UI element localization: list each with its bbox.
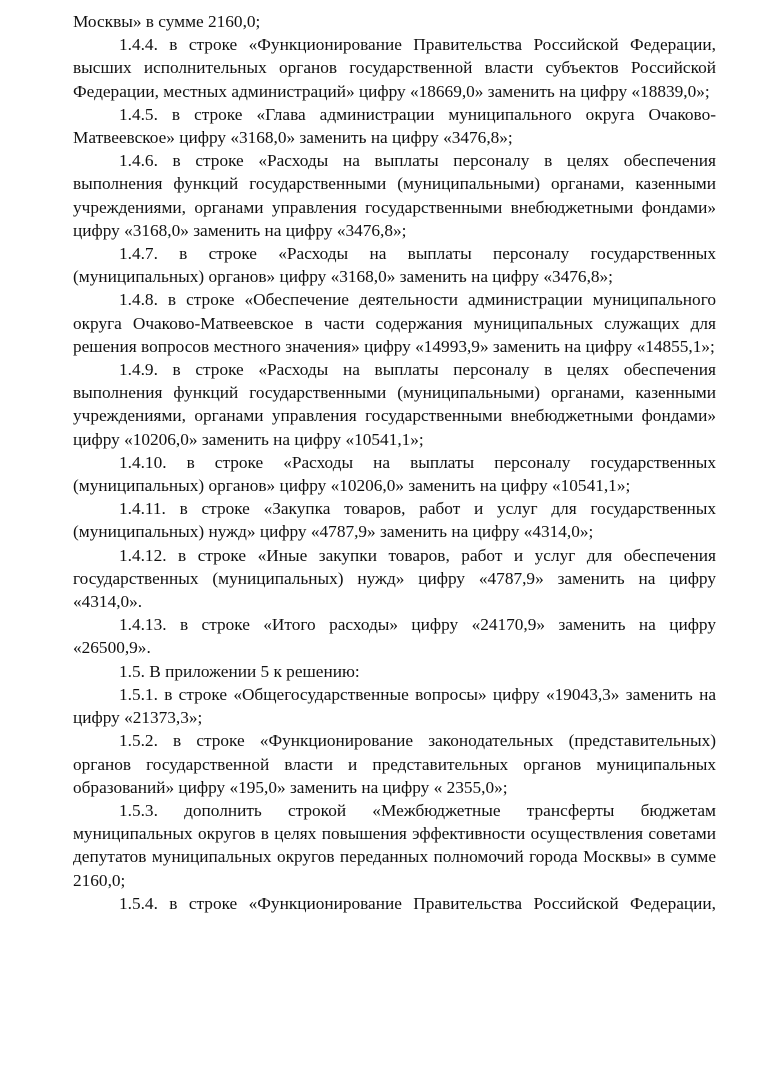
paragraph-1-5-4: 1.5.4. в строке «Функционирование Правительства Российской Федерации,: [119, 893, 716, 913]
paragraph-1-4-12: 1.4.12. в строке «Иные закупки товаров, работ и услуг для обеспечения государственных (муниципальных) нужд» цифру «4787,9» заменить на цифру «4314,0».: [73, 545, 716, 612]
paragraph-1-5: 1.5. В приложении 5 к решению:: [119, 661, 360, 681]
paragraph-1-4-5: 1.4.5. в строке «Глава администрации муниципального округа Очаково-Матвеевское» цифру «3168,0» заменить на цифру «3476,8»;: [73, 104, 716, 148]
paragraph-1-4-8: 1.4.8. в строке «Обеспечение деятельности администрации муниципального округа Очаково-Матвеевское в части содержания муниципальных служащих для решения вопросов местного значения» цифру «14993,9» заменить на цифру «14855,1»;: [73, 290, 716, 356]
paragraph-1-4-13: 1.4.13. в строке «Итого расходы» цифру «24170,9» заменить на цифру «26500,9».: [73, 615, 716, 658]
paragraph-continuation: Москвы» в сумме 2160,0;: [73, 12, 261, 31]
paragraph-1-4-7: 1.4.7. в строке «Расходы на выплаты персоналу государственных (муниципальных) органов» цифру «3168,0» заменить на цифру «3476,8»;: [73, 244, 716, 287]
paragraph-1-4-4: 1.4.4. в строке «Функционирование Правительства Российской Федерации, высших исполнительных органов государственной власти субъектов Российской Федерации, местных администраций» цифру «18669,0» заменить на цифру «18839,0»;: [73, 35, 716, 101]
paragraph-1-5-1: 1.5.1. в строке «Общегосударственные вопросы» цифру «19043,3» заменить на цифру «21373,3»;: [73, 684, 716, 728]
document-page: [73, 10, 716, 915]
paragraph-1-5-2: 1.5.2. в строке «Функционирование законодательных (представительных) органов государственной власти и представительных органов муниципальных образований» цифру «195,0» заменить на цифру « 2355,0»;: [73, 731, 716, 797]
paragraph-1-4-10: 1.4.10. в строке «Расходы на выплаты персоналу государственных (муниципальных) органов» цифру «10206,0» заменить на цифру «10541,1»;: [73, 452, 716, 496]
paragraph-1-4-11: 1.4.11. в строке «Закупка товаров, работ и услуг для государственных (муниципальных) нужд» цифру «4787,9» заменить на цифру «4314,0»;: [73, 499, 716, 542]
paragraph-1-4-6: 1.4.6. в строке «Расходы на выплаты персоналу в целях обеспечения выполнения функций государственными (муниципальными) органами, казенными учреждениями, органами управления государственными внебюджетными фондами» цифру «3168,0» заменить на цифру «3476,8»;: [73, 151, 716, 240]
paragraph-1-4-9: 1.4.9. в строке «Расходы на выплаты персоналу в целях обеспечения выполнения функций государственными (муниципальными) органами, казенными учреждениями, органами управления государственными внебюджетными фондами» цифру «10206,0» заменить на цифру «10541,1»;: [73, 360, 716, 449]
paragraph-1-5-3: 1.5.3. дополнить строкой «Межбюджетные трансферты бюджетам муниципальных округов в целях повышения эффективности осуществления советами депутатов муниципальных округов переданных полномочий города Москвы» в сумме 2160,0;: [73, 800, 716, 890]
